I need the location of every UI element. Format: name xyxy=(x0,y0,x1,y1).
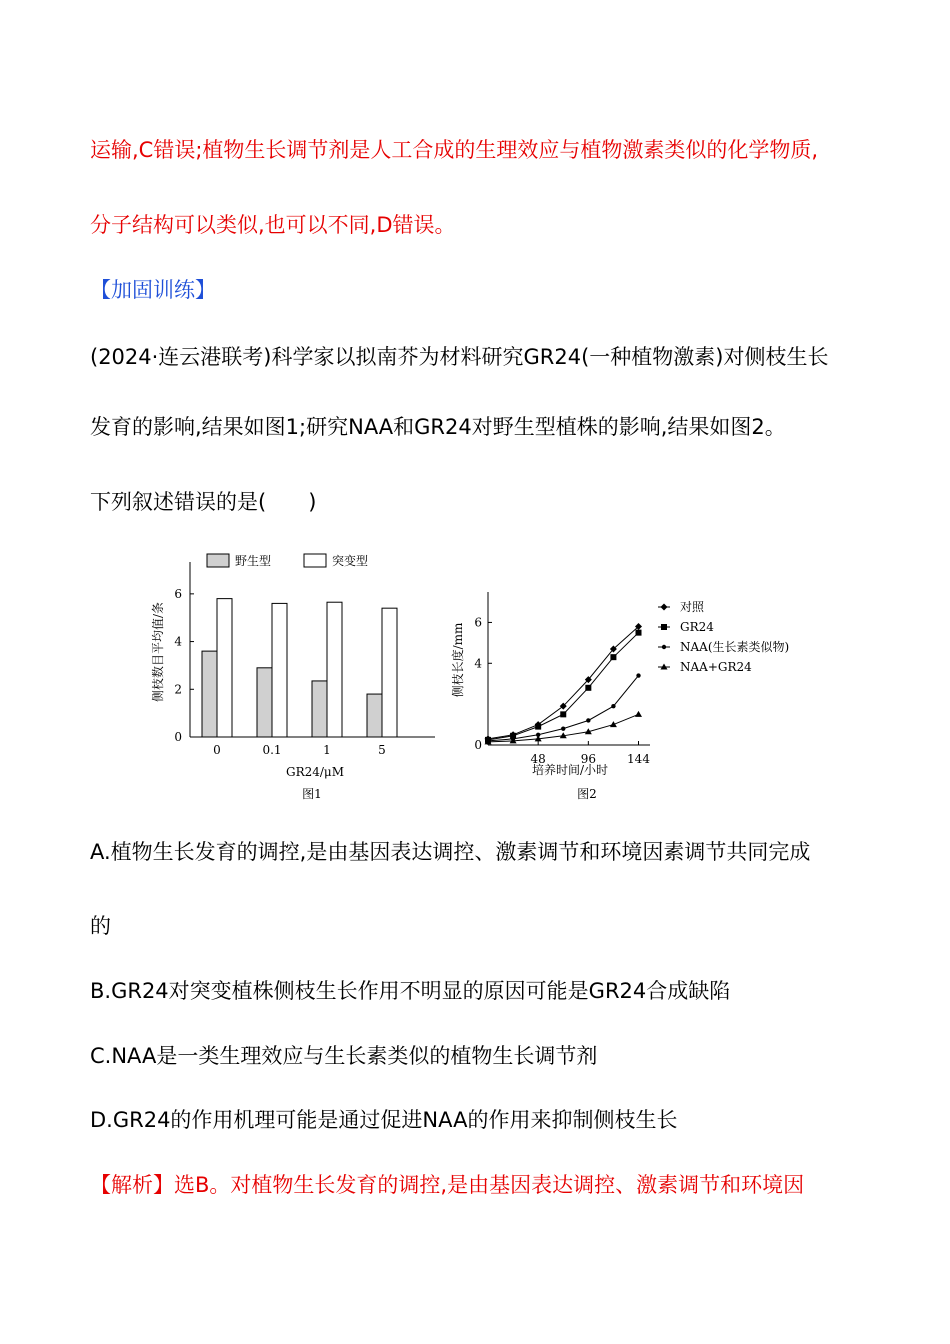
fig1-bar xyxy=(312,681,327,737)
fig2-x-tick-label: 48 xyxy=(530,752,546,766)
fig1-bar xyxy=(217,599,232,737)
answer-continued-line-2: 分子结构可以类似,也可以不同,D错误。 xyxy=(90,213,456,237)
fig2-title: 图2 xyxy=(577,787,597,801)
fig1-x-tick-label: 1 xyxy=(323,743,331,757)
fig2-data-point xyxy=(560,711,566,717)
fig2-data-point xyxy=(535,724,541,730)
question-line-1: (2024·连云港联考)科学家以拟南芥为材料研究GR24(一种植物激素)对侧枝生长 xyxy=(90,345,829,369)
fig2-y-tick-label: 6 xyxy=(474,615,482,630)
fig1-y-tick-label: 0 xyxy=(174,730,182,744)
fig2-legend-label: NAA+GR24 xyxy=(680,660,752,674)
fig1-x-tick-label: 5 xyxy=(378,743,386,757)
fig1-y-tick-label: 6 xyxy=(174,586,182,601)
fig2-data-point xyxy=(610,654,616,660)
fig1-legend-swatch xyxy=(304,554,326,567)
option-d: D.GR24的作用机理可能是通过促进NAA的作用来抑制侧枝生长 xyxy=(90,1108,678,1132)
fig2-data-point xyxy=(635,711,642,717)
fig2-data-point xyxy=(636,630,642,636)
fig1-x-tick-label: 0 xyxy=(213,743,221,757)
fig1-x-axis-label: GR24/μM xyxy=(285,765,345,779)
fig2-data-point xyxy=(586,718,590,722)
question-line-3: 下列叙述错误的是( ) xyxy=(90,490,317,514)
fig1-y-tick-label: 2 xyxy=(174,682,182,697)
figure-svg xyxy=(150,540,850,810)
fig2-x-tick-label: 96 xyxy=(580,752,596,766)
fig1-y-tick-label: 4 xyxy=(174,634,182,649)
fig1-legend-swatch xyxy=(207,554,229,567)
fig1-y-axis-label: 侧枝数目平均值/条 xyxy=(151,601,165,703)
fig2-legend-marker xyxy=(662,645,666,649)
fig1-x-tick-label: 0.1 xyxy=(262,743,282,757)
fig2-y-axis-label: 侧枝长度/mm xyxy=(451,622,465,698)
fig1-bar xyxy=(257,668,272,737)
fig2-data-point xyxy=(636,673,640,677)
fig2-legend-marker xyxy=(661,604,668,611)
fig2-data-point xyxy=(585,685,591,691)
answer-continued-line-1: 运输,C错误;植物生长调节剂是人工合成的生理效应与植物激素类似的化学物质, xyxy=(90,138,819,162)
figure-area xyxy=(150,540,850,810)
fig2-legend-label: 对照 xyxy=(680,600,705,614)
analysis-line: 【解析】选B。对植物生长发育的调控,是由基因表达调控、激素调节和环境因 xyxy=(90,1173,805,1197)
fig1-legend-label: 突变型 xyxy=(332,554,369,568)
fig1-bar xyxy=(367,694,382,737)
fig1-title: 图1 xyxy=(302,787,322,801)
fig2-y-tick-label: 4 xyxy=(474,656,482,671)
fig1-bar xyxy=(202,651,217,737)
fig1-bar xyxy=(327,602,342,737)
fig2-data-point xyxy=(561,726,565,730)
fig2-data-point xyxy=(611,704,615,708)
fig1-legend-label: 野生型 xyxy=(235,554,272,568)
section-heading: 【加固训练】 xyxy=(90,278,216,302)
fig2-x-tick-label: 144 xyxy=(627,752,650,766)
fig2-series-line xyxy=(488,627,639,739)
fig1-bar xyxy=(382,608,397,737)
fig2-legend-label: NAA(生长素类似物) xyxy=(680,640,790,654)
option-c: C.NAA是一类生理效应与生长素类似的植物生长调节剂 xyxy=(90,1044,598,1068)
option-a-line-2: 的 xyxy=(90,914,111,938)
fig2-x-axis-label: 培养时间/小时 xyxy=(531,763,609,777)
option-a-line-1: A.植物生长发育的调控,是由基因表达调控、激素调节和环境因素调节共同完成 xyxy=(90,840,811,864)
fig2-legend-marker xyxy=(661,624,667,630)
question-line-2: 发育的影响,结果如图1;研究NAA和GR24对野生型植株的影响,结果如图2。 xyxy=(90,415,786,439)
option-b: B.GR24对突变植株侧枝生长作用不明显的原因可能是GR24合成缺陷 xyxy=(90,979,731,1003)
fig2-legend-label: GR24 xyxy=(680,620,714,634)
fig2-y-tick-label: 0 xyxy=(474,738,482,752)
fig1-bar xyxy=(272,603,287,737)
